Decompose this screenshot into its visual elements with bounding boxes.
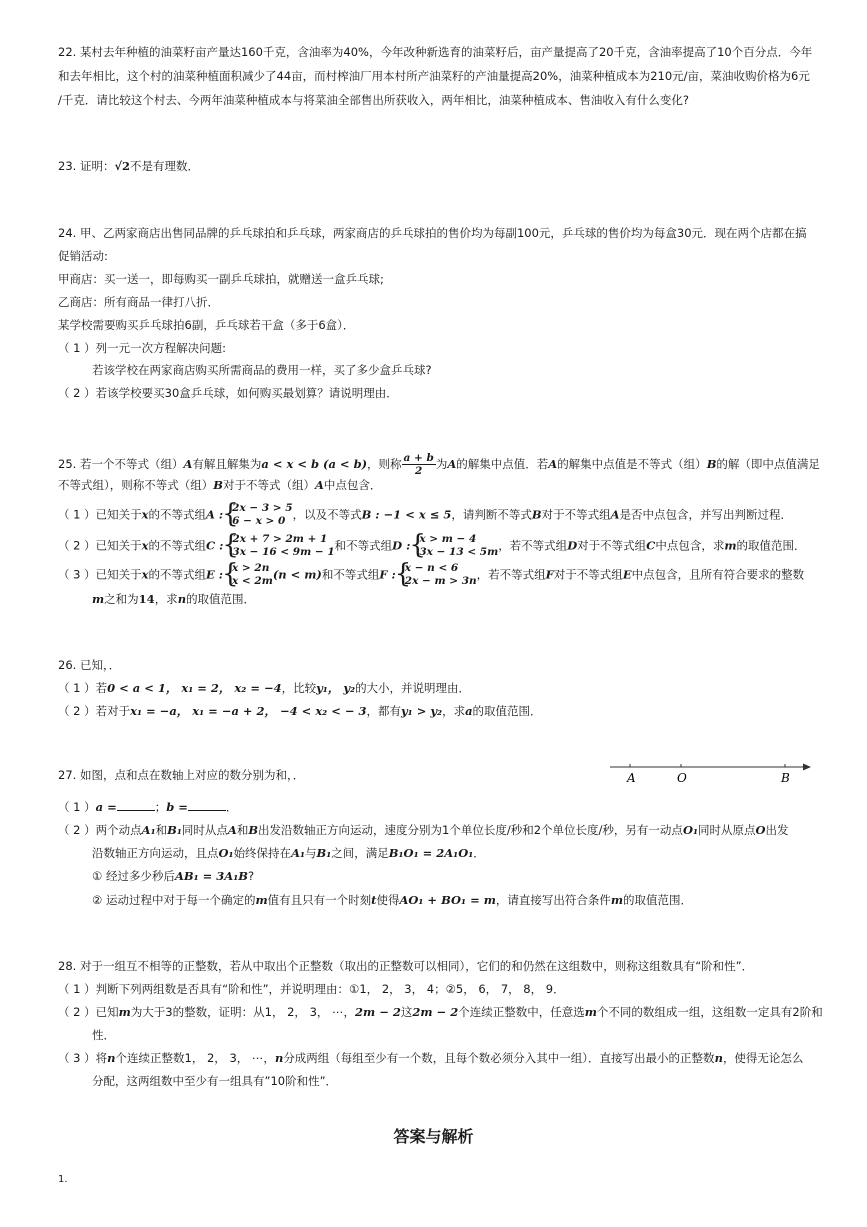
var-C: C — [646, 538, 656, 553]
point-B1: B₁ — [167, 823, 182, 837]
var-a-eq: a = — [95, 800, 117, 814]
q26-text: 的大小，并说明理由． — [355, 681, 471, 695]
q28-text: （ 3 ）将 — [58, 1051, 108, 1065]
q28-math: 2m − 2 — [355, 1005, 401, 1019]
answer-section-title: 答案与解析 — [393, 1127, 474, 1146]
q28-text: ，使得无论怎么 — [722, 1051, 804, 1065]
q25-text: 中点包含，且所有符合要求的整数 — [631, 567, 805, 582]
system-row: 2x − m > 3n — [404, 575, 477, 587]
q24-part1-detail: 若该学校在两家商店购买所需商品的费用一样，买了多少盒乒乓球? — [92, 363, 432, 377]
distance-condition: B₁O₁ = 2A₁O₁ — [388, 846, 474, 860]
inequality-system-F — [396, 562, 477, 588]
fraction-denominator: 2 — [415, 465, 423, 477]
q25-text: 是否中点包含，并写出判断过程． — [619, 507, 793, 522]
q24-part1: （ 1 ）列一元一次方程解决问题: — [58, 341, 227, 355]
sqrt-two: √2 — [114, 159, 131, 173]
system-row: { x − n < 6 — [404, 562, 459, 574]
q28-text: 这 — [400, 1005, 413, 1019]
q27-text: 和 — [236, 823, 249, 837]
var-n: n — [107, 1051, 116, 1065]
q25-line1 — [58, 452, 820, 477]
q26-text: ，求 — [442, 704, 466, 718]
system-row: 3x − 16 < 9m − 1 — [232, 546, 335, 558]
var-b-eq: b = — [166, 800, 188, 814]
q25-text: 的解集中点值．若 — [456, 457, 549, 471]
inequality-B: B : −1 < x ≤ 5 — [361, 507, 452, 522]
q25-text: 中点包含． — [323, 478, 382, 492]
axis-arrow-icon — [803, 764, 811, 771]
system-E-label: E : — [206, 567, 224, 582]
var-m: m — [92, 592, 105, 606]
point-O1: O₁ — [682, 823, 698, 837]
var-D: D — [567, 538, 578, 553]
q25-var-A: A — [314, 478, 324, 492]
q25-part1 — [58, 502, 792, 528]
system-row: 6 − x > 0 — [232, 515, 286, 527]
var-x: x — [141, 507, 149, 522]
q25-text: （ 2 ）已知关于 — [58, 538, 142, 553]
q25-interval: a < x < b (a < b) — [261, 457, 368, 471]
label-O: O — [677, 771, 687, 785]
answer-blank-a[interactable] — [117, 799, 155, 811]
point-O1: O₁ — [218, 846, 234, 860]
q25-var-B: B — [213, 478, 223, 492]
var-x: x — [141, 567, 149, 582]
inequality-system-D — [410, 533, 498, 559]
var-x: x — [141, 538, 149, 553]
q25-var-A: A — [447, 457, 457, 471]
q28-part3 — [58, 1050, 803, 1066]
q25-text: 的不等式组 — [148, 538, 206, 553]
q27-text: 出发沿数轴正方向运动，速度分别为1个单位长度/秒和2个单位长度/秒，另有一动点 — [258, 823, 683, 837]
q25-text: ，若不等式组 — [498, 538, 568, 553]
q25-text: 25. 若一个不等式（组） — [58, 457, 184, 471]
q27-text: 之间，满足 — [331, 846, 389, 860]
q24-line3: 甲商店：买一送一，即每购买一副乒乓球拍，就赠送一盒乒乓球; — [58, 272, 384, 286]
q25-text: （ 3 ）已知关于 — [58, 567, 142, 582]
q27-text: ； — [154, 800, 167, 814]
q27-text: 与 — [305, 846, 317, 860]
q23-prefix: 23. 证明： — [58, 159, 115, 173]
q25-text: 的不等式组 — [148, 567, 206, 582]
q28-text: 个连续正整数1， 2， 3， ⋯， — [115, 1051, 275, 1065]
q26-part1 — [58, 680, 470, 696]
inequality-system-A — [223, 502, 292, 528]
var-E: E — [622, 567, 632, 582]
q26-math: y₁， y₂ — [316, 681, 356, 695]
q25-var-B: B — [706, 457, 717, 471]
q26-text: （ 1 ）若 — [58, 681, 108, 695]
var-m: m — [610, 893, 624, 907]
q23-suffix: 不是有理数． — [130, 159, 200, 173]
q27-part2-line2 — [92, 845, 485, 861]
q27-text: 出发 — [765, 823, 789, 837]
system-row: { 2x − 3 > 5 — [232, 502, 293, 514]
var-n: n — [714, 1051, 723, 1065]
q25-var-A: A — [183, 457, 193, 471]
system-F-label: F : — [379, 567, 396, 582]
q25-text: ，以及不等式 — [292, 507, 362, 522]
q25-text: 对于不等式组 — [541, 507, 611, 522]
point-A1: A₁ — [291, 846, 306, 860]
q22-line1: 22. 某村去年种植的油菜籽亩产量达160千克，含油率为40%，今年改种新选育的油菜籽后，亩产量提高了20千克，含油率提高了10个百分点．今年 — [58, 45, 813, 59]
q26-text: （ 2 ）若对于 — [58, 704, 131, 718]
q27-text: 始终保持在 — [233, 846, 292, 860]
q28-part1: （ 1 ）判断下列两组数是否具有“阶和性”，并说明理由：①1， 2， 3， 4；②5， 6， 7， 8， 9． — [58, 982, 565, 996]
q27-line1: 27. 如图，点和点在数轴上对应的数分别为和，． — [58, 768, 305, 782]
answer-item-number: 1. — [58, 1174, 68, 1185]
q25-text: ，若不等式组 — [476, 567, 546, 582]
var-m: m — [118, 1005, 131, 1019]
q25-text: 对于不等式（组） — [222, 478, 315, 492]
q25-text: ，请判断不等式 — [451, 507, 532, 522]
q25-text: 不等式组），则称不等式（组） — [58, 478, 214, 492]
system-row: { 2x + 7 > 2m + 1 — [232, 533, 328, 545]
q27-text: 的取值范围． — [623, 893, 693, 907]
var-a: a — [465, 704, 473, 718]
point-A: A — [227, 823, 237, 837]
q27-math: AB₁ = 3A₁B — [174, 869, 248, 883]
q25-part3 — [58, 562, 804, 588]
point-O: O — [755, 823, 766, 837]
q24-line4: 乙商店：所有商品一律打八折． — [58, 295, 219, 309]
q27-text: （ 2 ）两个动点 — [58, 823, 142, 837]
midpoint-fraction — [402, 452, 436, 477]
q26-text: ，比较 — [281, 681, 317, 695]
q27-text: （ 1 ） — [58, 800, 96, 814]
q25-var-A: A — [610, 507, 620, 522]
q22-line2: 和去年相比，这个村的油菜种植面积减少了44亩，而村榨油厂用本村所产油菜籽的产油量提高20%，油菜种植成本为210元/亩，菜油收购价格为6元 — [58, 69, 810, 83]
label-A: A — [627, 771, 636, 785]
q27-text: ? — [247, 869, 255, 883]
var-t: t — [371, 893, 377, 907]
q27-math: AO₁ + BO₁ = m — [399, 893, 496, 907]
point-A1: A₁ — [141, 823, 156, 837]
q28-text: 个不同的数组成一组，这组数一定具有2阶和 — [596, 1005, 823, 1019]
q27-text: ． — [473, 846, 485, 860]
q25-text: 的取值范围． — [186, 592, 256, 606]
q26-math: x₁ = −a， x₁ = −a + 2， −4 < x₂ < − 3 — [130, 704, 367, 718]
q25-text: 有解且解集为 — [192, 457, 262, 471]
system-row: 3x − 13 < 5m — [419, 546, 499, 558]
q25-text: 中点包含，求 — [655, 538, 725, 553]
q27-text: 使得 — [376, 893, 400, 907]
system-D-label: D : — [392, 538, 411, 553]
q28-part2 — [58, 1004, 823, 1020]
fraction-numerator: a + b — [403, 452, 434, 464]
q27-text: ，请直接写出符合条件 — [495, 893, 611, 907]
var-F: F — [545, 567, 554, 582]
point-B1: B₁ — [316, 846, 332, 860]
q27-sub2 — [92, 892, 692, 908]
system-row: { x > 2n — [232, 562, 270, 574]
q25-var-B: B — [531, 507, 542, 522]
condition-n-lt-m: (n < m) — [272, 567, 322, 582]
q24-line2: 促销活动: — [58, 249, 108, 263]
q25-text: 和不等式组 — [321, 567, 380, 582]
var-m: m — [584, 1005, 597, 1019]
q25-text: 之和为 — [104, 592, 139, 606]
point-B: B — [248, 823, 259, 837]
q23-line — [58, 158, 199, 174]
q22-line3: /千克．请比较这个村去、今两年油菜种植成本与将菜油全部售出所获收入，两年相比，油菜种植成本、售油收入有什么变化? — [58, 93, 689, 107]
var-n: n — [274, 1051, 284, 1065]
system-C-label: C : — [206, 538, 224, 553]
q25-text: 对于不等式组 — [553, 567, 623, 582]
q25-part2 — [58, 533, 806, 559]
answer-blank-b[interactable] — [188, 799, 226, 811]
q27-text: 和 — [155, 823, 168, 837]
q27-text: ① 经过多少秒后 — [92, 869, 175, 883]
q25-text: 为 — [435, 457, 448, 471]
q28-line1: 28. 对于一组互不相等的正整数，若从中取出个正整数（取出的正整数可以相同），它们的和仍然在这组数中，则称这组数具有“阶和性”． — [58, 959, 754, 973]
q28-text: （ 2 ）已知 — [58, 1005, 119, 1019]
q24-part2: （ 2 ）若该学校要买30盒乒乓球，如何购买最划算？请说明理由． — [58, 386, 398, 400]
q26-math: y₁ > y₂ — [401, 704, 443, 718]
q25-text: （ 1 ）已知关于 — [58, 507, 142, 522]
q25-text: 和不等式组 — [334, 538, 393, 553]
sum-value: 14 — [138, 592, 155, 606]
q27-text: 同时从原点 — [698, 823, 756, 837]
var-m: m — [724, 538, 737, 553]
var-m: m — [255, 893, 268, 907]
q28-part3-line2: 分配，这两组数中至少有一组具有”10阶和性”． — [92, 1074, 338, 1088]
var-n: n — [177, 592, 187, 606]
q27-sub1 — [92, 868, 254, 884]
q28-text: 为大于3的整数，证明：从1， 2， 3， ⋯， — [130, 1005, 356, 1019]
q28-math: 2m − 2 — [412, 1005, 459, 1019]
q26-line1: 26. 已知，． — [58, 658, 121, 672]
inequality-system-C — [223, 533, 334, 559]
q26-part2 — [58, 703, 542, 719]
q25-line2 — [58, 477, 381, 493]
q26-text: ，都有 — [366, 704, 401, 718]
label-B: B — [781, 771, 790, 785]
q27-text: 同时从点 — [181, 823, 228, 837]
q25-text: 对于不等式组 — [577, 538, 647, 553]
q25-text: 的解集中点值是不等式（组） — [557, 457, 707, 471]
q27-text: 值有且只有一个时刻 — [267, 893, 372, 907]
q25-text: 的不等式组 — [148, 507, 206, 522]
q28-part2-line2: 性． — [92, 1028, 115, 1042]
q27-text: ． — [225, 800, 238, 814]
q25-text: ，则称 — [367, 457, 402, 471]
system-row: { x > m − 4 — [419, 533, 477, 545]
q24-line1: 24. 甲、乙两家商店出售同品牌的乒乓球拍和乒乓球，两家商店的乒乓球拍的售价均为每副100元，乒乓球的售价均为每盒30元．现在两个店都在搞 — [58, 226, 807, 240]
system-row: x < 2m — [232, 575, 273, 587]
q26-math: 0 < a < 1， x₁ = 2， x₂ = −4 — [107, 681, 282, 695]
q28-text: 个连续正整数中，任意选 — [458, 1005, 585, 1019]
q24-line5: 某学校需要购买乒乓球拍6副，乒乓球若干盒（多于6盒）． — [58, 318, 355, 332]
inequality-system-E — [223, 562, 273, 588]
q27-part1 — [58, 799, 237, 815]
q28-text: 分成两组（每组至少有一个数，且每个数必须分入其中一组）．直接写出最小的正整数 — [283, 1051, 715, 1065]
q25-text: 的解（即中点值满足 — [716, 457, 820, 471]
q25-var-A: A — [548, 457, 558, 471]
q27-part2 — [58, 822, 789, 838]
q27-text: ② 运动过程中对于每一个确定的 — [92, 893, 256, 907]
q25-text: ，求 — [154, 592, 178, 606]
number-line-figure — [608, 756, 813, 786]
q25-text: 的取值范围． — [736, 538, 806, 553]
q26-text: 的取值范围． — [472, 704, 542, 718]
system-A-label: A : — [206, 507, 224, 522]
q27-text: 沿数轴正方向运动，且点 — [92, 846, 219, 860]
q25-part3-line2 — [92, 591, 255, 607]
